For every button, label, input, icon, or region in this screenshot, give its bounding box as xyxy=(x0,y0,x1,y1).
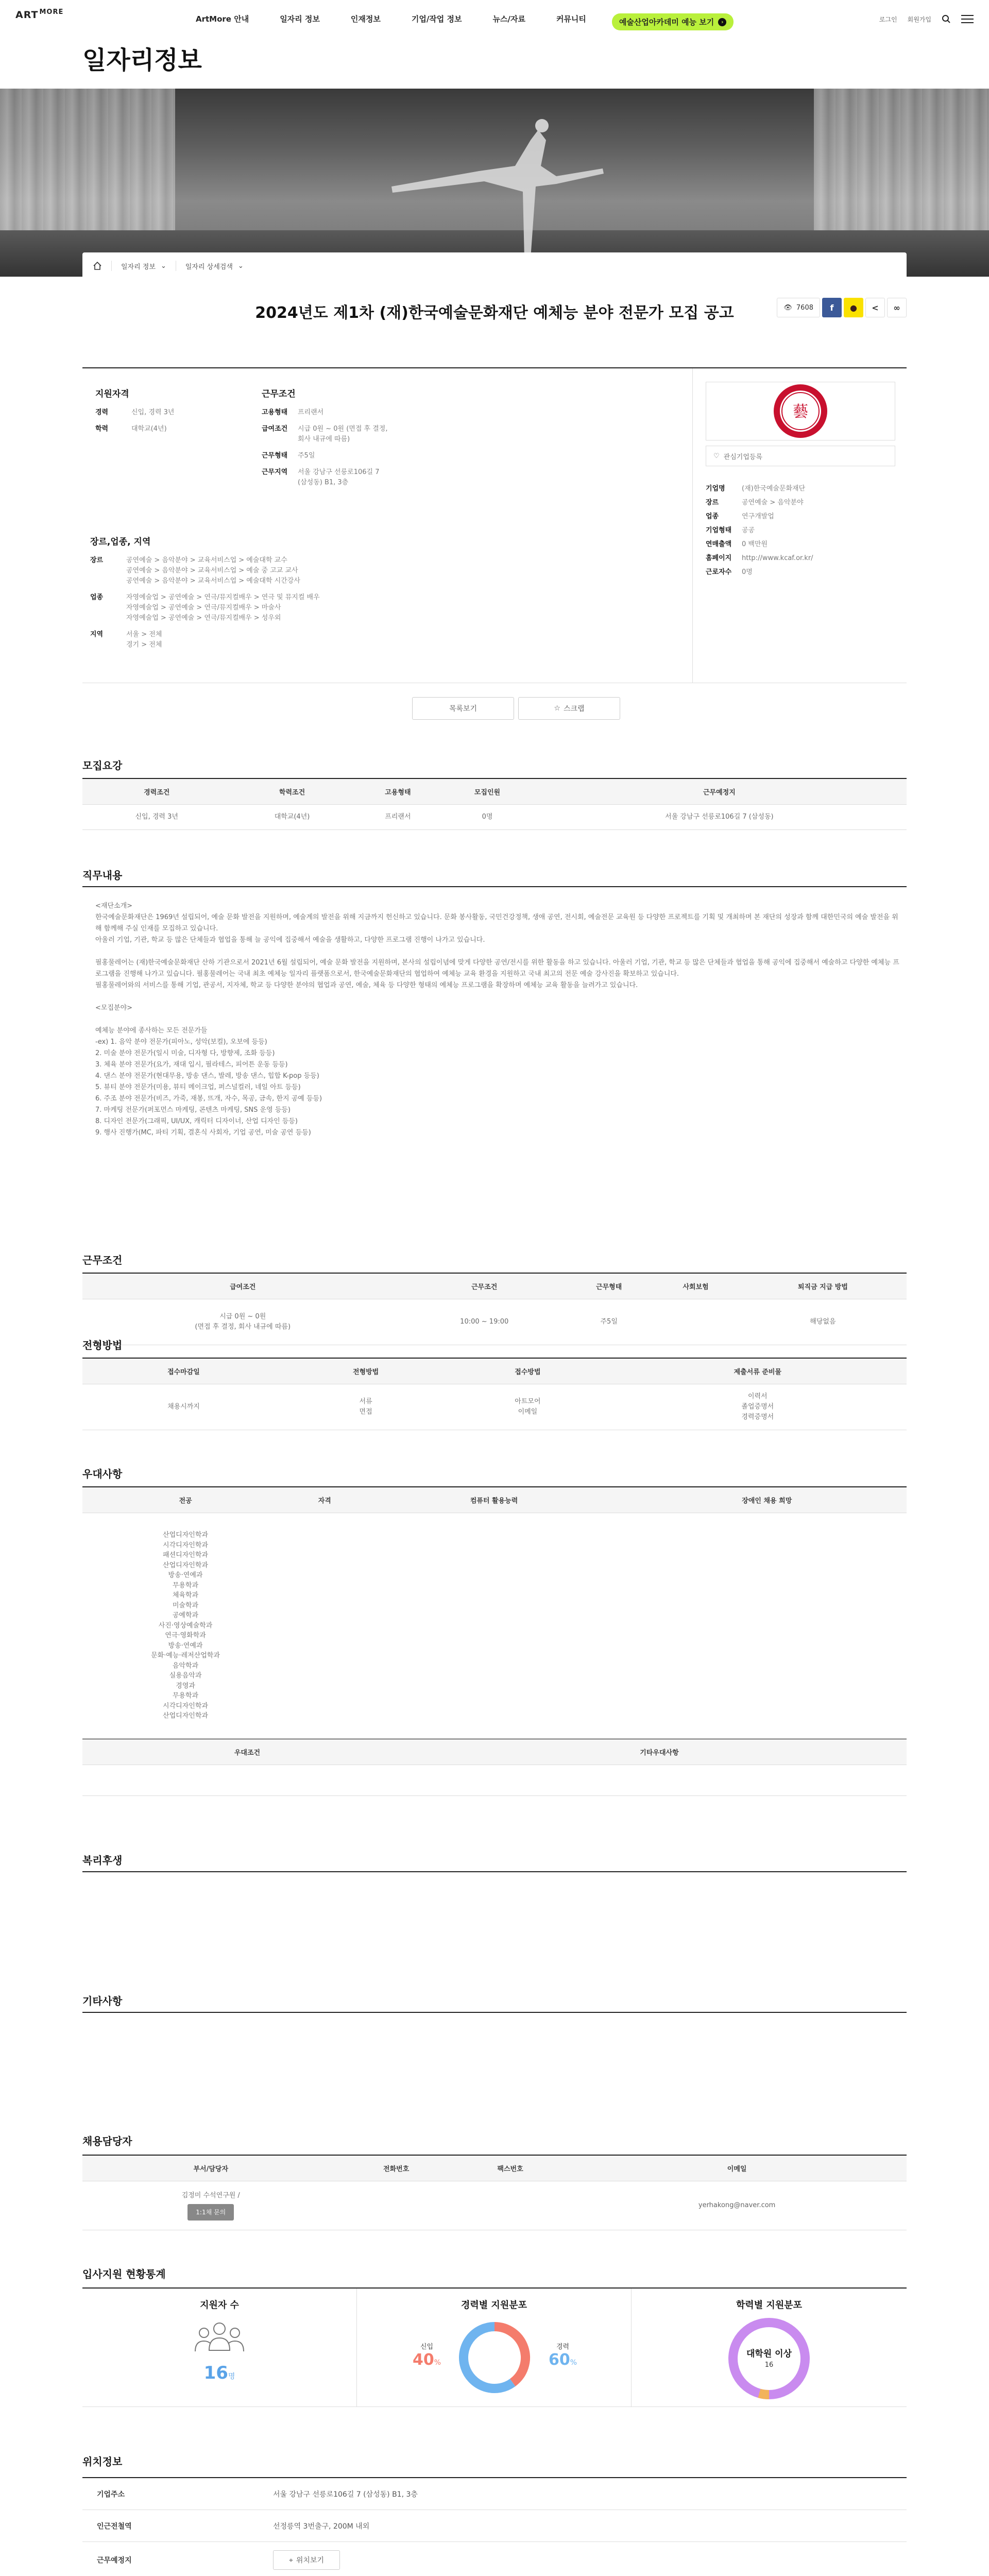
company-row xyxy=(706,539,895,550)
company-row xyxy=(706,553,895,564)
percent-unit: % xyxy=(434,2359,441,2367)
list-item: 산업디자인학과 xyxy=(163,1531,208,1539)
facebook-share-icon[interactable]: f xyxy=(822,298,842,317)
table-row xyxy=(82,2181,907,2230)
location-value: 선정릉역 3번출구, 200M 내외 xyxy=(273,2522,370,2531)
menu-item-company[interactable]: 기업/작업 정보 xyxy=(411,14,462,24)
table-header: 접수마감일 xyxy=(82,1358,285,1384)
table-header: 제출서류 준비물 xyxy=(609,1358,907,1384)
company-logo xyxy=(706,382,895,440)
work-condition-heading: 근무조건 xyxy=(82,1254,123,1266)
experienced-legend xyxy=(549,2341,577,2369)
genre-row xyxy=(90,555,657,586)
table-header: 근무형태 xyxy=(566,1273,652,1299)
region-row xyxy=(90,630,657,650)
table-row xyxy=(82,1765,907,1796)
education-distribution-box xyxy=(632,2289,907,2407)
svg-text:藝: 藝 xyxy=(793,403,808,421)
list-item: 경영과 xyxy=(176,1682,195,1690)
preference-heading: 우대사항 xyxy=(82,1468,123,1480)
breadcrumb-level2[interactable]: 일자리 상세검색 xyxy=(185,263,233,271)
duty-paragraph: <모집분야> 예체능 분야에 종사하는 모든 전문가들 -ex) 1. 음악 분야 전문가(피아노, 성악(보컬), 오보에 등등) 2. 미술 분야 전문가(일시 미술, 디자형 다, 방향제, 조화 등등) 3. 체육 분야 전문가(요가, 재대 입시, 필라테스, 피어튼 운동 등등) 4. 댄스 분야 전문가(현대무용, 방송 댄스, 발레, 방송 댄스, 힙합 K-pop 등등) 5. 뷰티 분야 전문가(미용, 뷰티 메이크업, 퍼스널컬러, 네일 아트 등등) 6. 주조 분야 전문가(비즈, 가죽, 재봉, 뜨개, 자수, 목공, 금속, 한지 공예 등등) 7. 마케팅 전문가(퍼포먼스 마케팅, 콘텐츠 마케팅, SNS 운영 등등) 8. 디자인 전문가(그래픽, UI/UX, 캐릭터 디자이너, 산업 디자인 등등) 9. 행사 진행가(MC, 파티 기획, 결혼식 사회자, 기업 공연, 미술 공연 등등) xyxy=(95,1004,322,1137)
follow-company-button[interactable] xyxy=(706,446,895,466)
star-icon: ☆ xyxy=(554,704,560,713)
list-item: 음악학과 xyxy=(172,1662,199,1670)
table-row xyxy=(82,1384,907,1430)
table-cell: 이력서 졸업증명서 경력증명서 xyxy=(609,1384,907,1430)
table-cell: 10:00 ~ 19:00 xyxy=(403,1299,566,1345)
career-row xyxy=(95,408,250,418)
new-percent: 40 xyxy=(413,2351,434,2369)
view-count xyxy=(777,298,820,317)
duty-heading: 직무내용 xyxy=(82,869,123,882)
hero-banner-image xyxy=(0,89,989,277)
table-row xyxy=(82,1299,907,1345)
action-buttons xyxy=(412,697,620,720)
company-row-label: 기업명 xyxy=(706,485,725,493)
education-label: 대학원 이상 xyxy=(746,2349,792,2359)
table-header: 장애인 채용 희망 xyxy=(627,1487,907,1513)
people-icon xyxy=(191,2319,248,2357)
breadcrumb-level1[interactable]: 일자리 정보 xyxy=(121,263,156,271)
welfare-heading: 복리후생 xyxy=(82,1854,123,1867)
major-list xyxy=(82,1513,288,1739)
company-row xyxy=(706,526,895,536)
company-row-label: 근로자수 xyxy=(706,568,732,576)
company-row-value: 공공 xyxy=(742,527,755,534)
company-row-value: 연구개발업 xyxy=(742,513,774,520)
location-row xyxy=(82,2542,907,2576)
kakao-share-icon[interactable]: ● xyxy=(844,298,863,317)
arrow-right-icon: › xyxy=(718,18,726,26)
education-center-label xyxy=(727,2346,811,2369)
logo-text: ART xyxy=(15,9,39,21)
table-header: 접수방법 xyxy=(447,1358,608,1384)
employment-type-label: 고용형태 xyxy=(262,409,288,416)
main-menu xyxy=(196,13,764,30)
copy-link-icon[interactable]: ∞ xyxy=(887,298,907,317)
list-item: 미술학과 xyxy=(172,1601,199,1609)
table-cell xyxy=(412,1765,907,1796)
table-cell: 신입, 경력 3년 xyxy=(82,804,231,829)
worktype-label: 근무형태 xyxy=(262,452,288,460)
scrap-button[interactable] xyxy=(518,697,620,720)
manager-table xyxy=(82,2155,907,2230)
table-cell: 시급 0원 ~ 0원 (면접 후 결정, 회사 내규에 따름) xyxy=(82,1299,403,1345)
table-cell xyxy=(288,1513,361,1739)
genre-heading: 장르,업종, 지역 xyxy=(90,537,151,547)
company-row xyxy=(706,484,895,494)
location-heading: 위치정보 xyxy=(82,2455,123,2468)
stats-panel xyxy=(82,2287,907,2407)
applicant-count-title: 지원자 수 xyxy=(200,2300,239,2311)
recruit-table xyxy=(82,778,907,830)
salary-row xyxy=(262,424,478,445)
academy-highlight-button[interactable] xyxy=(612,13,734,30)
company-row xyxy=(706,567,895,578)
table-cell: 프리랜서 xyxy=(353,804,443,829)
table-cell: 서류 면접 xyxy=(285,1384,447,1430)
company-row-label: 기업형태 xyxy=(706,527,732,534)
summary-left xyxy=(82,368,693,683)
hamburger-menu-icon[interactable] xyxy=(961,15,974,23)
experienced-percent: 60 xyxy=(549,2351,570,2369)
company-row-value: 공연예술 > 음악분야 xyxy=(742,499,804,506)
list-item: 문화·예능·레저산업학과 xyxy=(151,1652,220,1659)
duty-content xyxy=(95,901,904,1139)
table-header: 컴퓨터 활용능력 xyxy=(361,1487,627,1513)
view-location-button[interactable] xyxy=(273,2550,340,2570)
list-item: 무용학과 xyxy=(172,1581,199,1589)
company-logo-seal xyxy=(772,383,829,439)
career-value: 신입, 경력 3년 xyxy=(131,409,175,416)
condition-heading: 근무조건 xyxy=(262,389,296,399)
process-heading: 전형방법 xyxy=(82,1339,123,1351)
academy-label: 예술산업아카데미 예능 보기 xyxy=(619,18,714,27)
work-condition-table xyxy=(82,1273,907,1345)
applicant-count-unit: 명 xyxy=(228,2372,235,2381)
table-cell: 아트모어 이메일 xyxy=(447,1384,608,1430)
list-item: 무용학과 xyxy=(172,1692,199,1700)
region-label: 지역 xyxy=(90,631,104,638)
eye-icon: 👁 xyxy=(783,303,792,312)
table-header: 학력조건 xyxy=(231,778,353,804)
dancer-silhouette-image xyxy=(361,109,618,264)
location-table xyxy=(82,2477,907,2576)
applicant-count-box xyxy=(82,2289,357,2407)
donut-segment-experienced xyxy=(464,2327,513,2388)
company-row-label: 장르 xyxy=(706,499,719,506)
view-location-label: 위치보기 xyxy=(296,2556,324,2565)
list-button-label: 목록보기 xyxy=(449,705,478,713)
table-header: 근무예정지 xyxy=(532,778,907,804)
career-donut-chart xyxy=(457,2320,532,2395)
table-header: 전형방법 xyxy=(285,1358,447,1384)
table-header: 모집인원 xyxy=(442,778,532,804)
donut-segment-new xyxy=(494,2327,525,2383)
table-header: 팩스번호 xyxy=(453,2155,567,2181)
preference-table xyxy=(82,1486,907,1796)
table-cell xyxy=(453,2181,567,2230)
workplace-value: 서울 강남구 선릉로106길 7 (삼성동) B1, 3층 xyxy=(298,468,380,486)
region-value: 서울 > 전체 경기 > 전체 xyxy=(126,631,162,649)
education-label: 학력 xyxy=(95,425,109,433)
location-row xyxy=(82,2478,907,2510)
company-row xyxy=(706,512,895,522)
location-label: 인근전철역 xyxy=(97,2522,132,2531)
list-item: 공예학과 xyxy=(172,1612,199,1619)
login-link[interactable]: 로그인 xyxy=(879,15,897,23)
table-cell xyxy=(82,2181,339,2230)
page-title: 일자리정보 xyxy=(82,46,202,75)
list-item: 시각디자인학과 xyxy=(163,1702,208,1710)
industry-label: 업종 xyxy=(90,594,104,601)
process-table xyxy=(82,1358,907,1430)
industry-value: 자영예술업 > 공연예술 > 연극/뮤지컬배우 > 연극 및 뮤지컬 배우 자영예술업 > 공연예술 > 연극/뮤지컬배우 > 마술사 자영예술업 > 공연예술 > 연극/뮤지컬배우 > 성우외 xyxy=(126,594,320,622)
pin-icon: ⌖ xyxy=(289,2556,293,2565)
top-navigation xyxy=(0,0,989,36)
company-homepage-link[interactable]: http://www.kcaf.or.kr/ xyxy=(742,554,813,562)
table-cell: 주5일 xyxy=(566,1299,652,1345)
career-distribution-box xyxy=(357,2289,632,2407)
worktype-row xyxy=(262,451,478,461)
table-header: 전공 xyxy=(82,1487,288,1513)
table-header: 사회보험 xyxy=(652,1273,739,1299)
table-cell: 서울 강남구 선릉로106길 7 (삼성동) xyxy=(532,804,907,829)
company-row-value: 0 백만원 xyxy=(742,540,768,548)
salary-label: 급여조건 xyxy=(262,425,288,433)
table-header: 고용형태 xyxy=(353,778,443,804)
share-toolbar xyxy=(777,298,907,317)
percent-unit: % xyxy=(570,2359,577,2367)
education-value: 대학교(4년) xyxy=(131,425,167,433)
location-value: 서울 강남구 선릉로106길 7 (삼성동) B1, 3층 xyxy=(273,2490,418,2499)
experienced-label: 경력 xyxy=(556,2343,570,2351)
job-summary xyxy=(82,367,907,697)
company-row-value: (재)한국예술문화재단 xyxy=(742,485,806,493)
company-row-value: 0명 xyxy=(742,568,753,576)
education-donut-accent xyxy=(759,2393,769,2395)
list-item: 방송·연예과 xyxy=(168,1641,203,1650)
table-cell xyxy=(339,2181,453,2230)
education-row xyxy=(95,424,250,434)
menu-item-jobs[interactable]: 일자리 정보 xyxy=(280,14,320,24)
list-item: 패션디자인학과 xyxy=(163,1551,208,1559)
employment-type-row xyxy=(262,408,478,418)
home-icon[interactable] xyxy=(93,261,102,270)
table-header: 경력조건 xyxy=(82,778,231,804)
table-header: 급여조건 xyxy=(82,1273,403,1299)
menu-item-news[interactable]: 뉴스/자료 xyxy=(492,14,525,24)
industry-row xyxy=(90,592,657,623)
view-count-value: 7608 xyxy=(796,303,813,312)
table-header: 이메일 xyxy=(567,2155,907,2181)
table-cell: 0명 xyxy=(442,804,532,829)
table-header: 퇴직금 지급 방법 xyxy=(739,1273,907,1299)
genre-value: 공연예술 > 음악분야 > 교육서비스업 > 예술대학 교수 공연예술 > 음악분야 > 교육서비스업 > 예술 중 고교 교사 공연예술 > 음악분야 > 교육서비스업 > 예술대학 시간강사 xyxy=(126,556,300,585)
table-row xyxy=(82,1513,907,1739)
table-cell xyxy=(361,1513,627,1739)
genre-label: 장르 xyxy=(90,556,104,564)
chevron-down-icon[interactable]: ⌄ xyxy=(237,262,244,270)
company-row-label: 업종 xyxy=(706,513,719,520)
list-item: 방송·연예과 xyxy=(168,1571,203,1579)
chevron-down-icon[interactable]: ⌄ xyxy=(160,262,166,270)
list-item: 시각디자인학과 xyxy=(163,1541,208,1549)
join-link[interactable]: 회원가입 xyxy=(907,15,931,23)
logo-superscript: MORE xyxy=(39,8,64,16)
scrap-button-label: 스크랩 xyxy=(563,705,585,713)
list-item: 산업디자인학과 xyxy=(163,1561,208,1569)
applicant-count-value: 16 xyxy=(203,2363,228,2383)
new-legend xyxy=(413,2341,441,2369)
qualification-heading: 지원자격 xyxy=(95,389,129,399)
duty-paragraph: <재단소개> 한국예술문화재단은 1969년 설립되어, 예술 문화 발전을 지원하며, 예술계의 발전을 위해 지금까지 헌신하고 있습니다. 문화 봉사활동, 국민건강정책, 생애 공연, 전시회, 예술전문 교육원 등 다양한 프로젝트를 기획 및 개최하며 본 재단의 성장과 함께 대한민국의 예술 발전을 위해 함께해 주실 인재를 모집하고 있습니다. 아울러 기업, 기관, 학교 등 많은 단체들과 협업을 통해 늘 공익에 집중해서 예술을 생활하고, 다양한 프로그램 진행이 나가고 있습니다. xyxy=(95,902,898,944)
career-distribution-title: 경력별 지원분포 xyxy=(461,2300,527,2311)
company-row xyxy=(706,498,895,508)
salary-value: 시급 0원 ~ 0원 (면접 후 결정, 회사 내규에 따름) xyxy=(298,425,388,443)
company-card xyxy=(693,368,907,683)
list-button[interactable] xyxy=(412,697,514,720)
heart-icon: ♡ xyxy=(713,452,720,460)
table-header: 자격 xyxy=(288,1487,361,1513)
table-cell: 채용시까지 xyxy=(82,1384,285,1430)
menu-item-artmore[interactable]: ArtMore 안내 xyxy=(196,14,249,24)
career-label: 경력 xyxy=(95,409,109,416)
stats-heading: 입사지원 현황통계 xyxy=(82,2268,166,2280)
employment-type-value: 프리랜서 xyxy=(298,409,324,416)
table-cell xyxy=(627,1513,907,1739)
table-cell: yerhakong@naver.com xyxy=(567,2181,907,2230)
new-label: 신입 xyxy=(420,2343,434,2351)
etc-heading: 기타사항 xyxy=(82,1995,123,2007)
workplace-label: 근무지역 xyxy=(262,468,288,476)
menu-item-talent[interactable]: 인재정보 xyxy=(350,14,381,24)
company-row-label: 연매출액 xyxy=(706,540,732,548)
list-item: 산업디자인학과 xyxy=(163,1712,208,1720)
list-item: 실용음악과 xyxy=(169,1672,202,1680)
education-count: 16 xyxy=(764,2361,774,2369)
table-cell: 해당없음 xyxy=(739,1299,907,1345)
utility-menu xyxy=(879,14,974,24)
table-header: 전화번호 xyxy=(339,2155,453,2181)
manager-name: 김정미 수석연구원 / xyxy=(181,2191,240,2199)
list-item: 연극·영화학과 xyxy=(165,1632,206,1639)
table-header: 우대조건 xyxy=(82,1739,412,1765)
list-item: 사진·영상예술학과 xyxy=(158,1621,213,1630)
location-label: 근무예정지 xyxy=(97,2556,132,2565)
site-logo[interactable] xyxy=(15,9,63,21)
follow-label: 관심기업등록 xyxy=(723,453,763,461)
menu-item-community[interactable]: 커뮤니티 xyxy=(556,14,586,24)
list-item: 체육학과 xyxy=(172,1591,199,1599)
company-row-label: 홈페이지 xyxy=(706,554,732,562)
table-row xyxy=(82,804,907,829)
job-post-title: 2024년도 제1차 (재)한국예술문화재단 예체능 분야 전문가 모집 공고 xyxy=(255,304,734,322)
workplace-row xyxy=(262,467,478,488)
table-cell xyxy=(652,1299,739,1345)
recruit-heading: 모집요강 xyxy=(82,759,123,772)
location-row xyxy=(82,2510,907,2542)
table-cell: 대학교(4년) xyxy=(231,804,353,829)
inquiry-button[interactable]: 1:1채 문의 xyxy=(187,2204,234,2221)
manager-heading: 채용담당자 xyxy=(82,2135,132,2147)
location-label: 기업주소 xyxy=(97,2490,125,2499)
table-header: 기타우대사항 xyxy=(412,1739,907,1765)
table-cell xyxy=(82,1765,412,1796)
table-header: 근무조건 xyxy=(403,1273,566,1299)
search-icon[interactable] xyxy=(942,14,951,24)
company-info-list xyxy=(706,484,895,581)
breadcrumb xyxy=(82,252,907,279)
worktype-value: 주5일 xyxy=(298,452,315,460)
table-header: 부서/담당자 xyxy=(82,2155,339,2181)
share-icon[interactable]: < xyxy=(865,298,885,317)
education-distribution-title: 학력별 지원분포 xyxy=(736,2300,802,2311)
duty-paragraph: 필홍물레어는 (재)한국예술문화재단 산하 기관으로서 2021년 6월 설립되어, 예술 문화 발전을 지원하며, 본사의 설립이념에 맞게 다양한 공연/전시를 위한 활동을 하고 있습니다. 아울러 기업, 기관, 학교 등 많은 단체들과 협업을 통해 공익에 집중해서 예술하고 다양한 예체능 프로그램을 진행해 나가고 있습니다. 필홍물레어는 국내 최초 예체능 일자리 플랫폼으로서, 한국예술문화재단의 협업하여 예체능 교육 환경을 지원하고 국내 최고의 전문 예술 강사진을 확보하고 있습니다. 필홍물레어와의 서비스를 통해 기업, 관공서, 지자체, 학교 등 다양한 분야의 협업과 공연, 예술, 체육 등 다양한 형태의 예체능 프로그램을 확장하며 예체능 교육 활동을 늘려가고 있습니다. xyxy=(95,959,899,989)
